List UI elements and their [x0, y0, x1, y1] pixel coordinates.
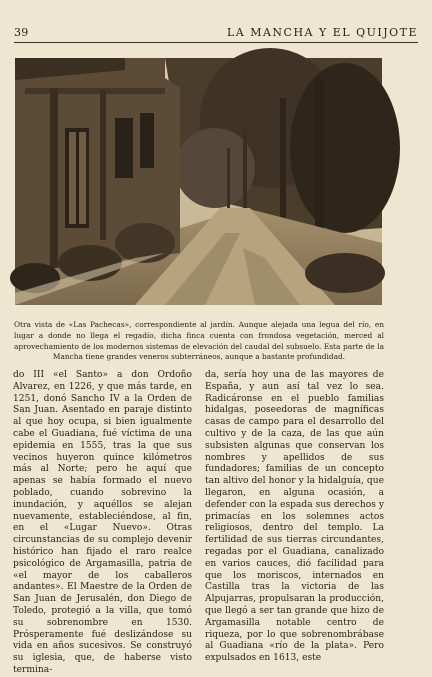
body-column-left: do III «el Santo» a don Ordoño Alvarez, en 1226, y que más tarde, en 1251, donó Sancho IV a la Orden de San Juan. Asentado en paraje distinto al que hoy ocupa, si bien igualmente cabe el Guadiana, fué víctima de una epidemia en 1555, tras la que sus vecinos huyeron quince kilómetros más al Norte; pero he aquí que apenas se había formado el nuevo poblado, cuando sobrevino la inundación, y aquéllos se alejan nuevamente, estableciéndose, al fin, en el «Lugar Nuevo». Otras circunstancias de su complejo devenir histórico han fijado el raro realce psicológico de Argamasilla, patria de «el mayor de los caballeros andantes». El Maestre de la Orden de San Juan de Jerusalén, don Diego de Toledo, protegió a la villa, que tomó su sobrenombre en 1530. Prósperamente fué deslizándose su vida en años sucesivos. Se construyó su iglesia, que, de haberse visto termina- [13, 370, 192, 675]
page-number: 39 [14, 26, 29, 39]
garden-photo-illustration [15, 58, 382, 305]
running-title: LA MANCHA Y EL QUIJOTE [226, 26, 418, 39]
page-header [14, 26, 418, 42]
photo-caption: Otra vista de «Las Pachecas», correspondiente al jardín. Aunque alejada una legua del río, en lugar a donde no llega el regadío, dicha finca cuenta con frondosa vegetación, merced al aprovechamiento de los modernos sistemas de elevación del caudal del subsuelo. Esta parte de la Mancha tiene grandes veneros subterráneos, aunque a bastante profundidad. [14, 320, 384, 362]
body-text [13, 370, 384, 675]
body-column-right: da, sería hoy una de las mayores de España, y aun así tal vez lo sea. Radicáronse en el pueblo familias hidalgas, poseedoras de magníficas casas de campo para el desarrollo del cultivo y de la caza, de las que aún subsisten algunas que conservan los nombres y apellidos de sus fundadores; familias de un concepto tan altivo del honor y la hidalguía, que llegaron, en alguna ocasión, a defender con la espada sus derechos y primacías en los solemnes actos religiosos, dentro del templo. La fertilidad de sus tierras circundantes, regadas por el Guadiana, canalizado en varios cauces, dió facilidad para que los moriscos, internados en Castilla tras la victoria de las Alpujarras, propulsaran la producción, que llegó a ser tan grande que hizo de Argamasilla notable centro de riqueza, por lo que sobrenombrábase al Guadiana «río de la plata». Pero expulsados en 1613, este [205, 370, 384, 664]
header-rule [14, 42, 418, 43]
garden-photo [15, 58, 382, 305]
